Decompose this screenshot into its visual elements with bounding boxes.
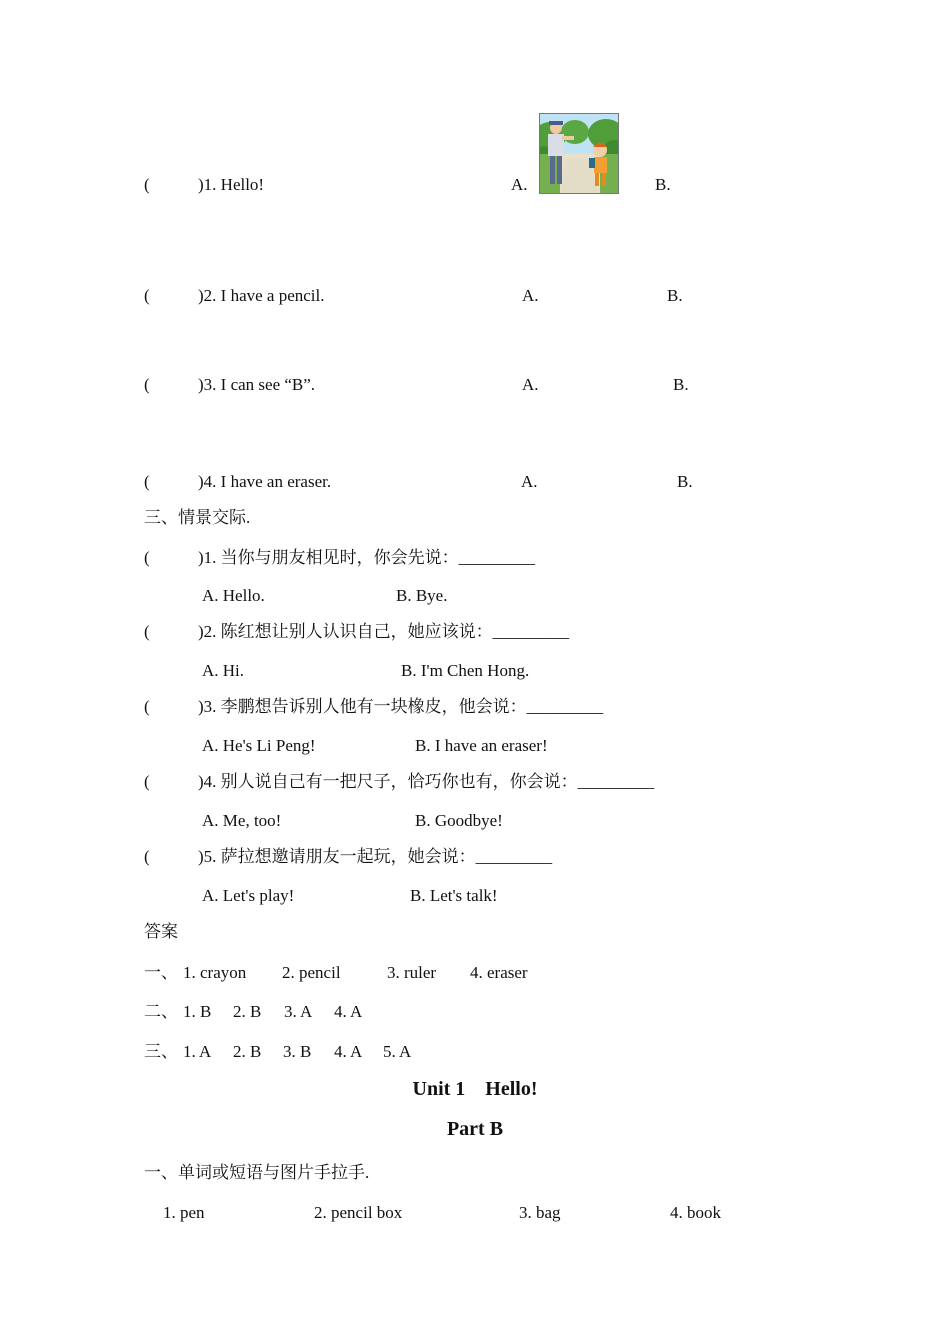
answer-item: 1. A: [183, 1042, 212, 1061]
question-text: )1. Hello!: [198, 175, 265, 194]
answer-item: 5. A: [383, 1042, 412, 1061]
answer-item: 2. B: [233, 1002, 262, 1021]
option-b: B. I'm Chen Hong.: [401, 661, 530, 680]
answer-item: 3. ruler: [387, 963, 437, 982]
question-text: )3. 李鹏想告诉别人他有一块橡皮，他会说：_________: [198, 697, 604, 716]
answer-item: 4. eraser: [470, 963, 528, 982]
word-item: 2. pencil box: [314, 1203, 403, 1222]
answer-paren: (: [144, 548, 150, 567]
answer-paren: (: [144, 772, 150, 791]
option-a: A.: [511, 175, 528, 194]
section-heading: 三、情景交际.: [144, 508, 251, 527]
option-a: A. Let's play!: [202, 886, 295, 905]
option-a: A.: [522, 286, 539, 305]
answer-item: 4. A: [334, 1042, 363, 1061]
answer-paren: (: [144, 697, 150, 716]
word-item: 3. bag: [519, 1203, 561, 1222]
answer-item: 1. crayon: [183, 963, 247, 982]
option-b: B. Bye.: [396, 586, 448, 605]
part-title: Part B: [446, 1118, 504, 1140]
question-text: )2. I have a pencil.: [198, 286, 325, 305]
option-b: B.: [677, 472, 693, 491]
option-b: B.: [655, 175, 671, 194]
answer-paren: (: [144, 622, 150, 641]
answer-paren: (: [144, 286, 150, 305]
option-a: A.: [522, 375, 539, 394]
option-a: A.: [521, 472, 538, 491]
question-text: )4. I have an eraser.: [198, 472, 332, 491]
word-item: 4. book: [670, 1203, 721, 1222]
answer-item: 2. B: [233, 1042, 262, 1061]
answer-item: 1. B: [183, 1002, 212, 1021]
question-text: )5. 萨拉想邀请朋友一起玩，她会说：_________: [198, 847, 553, 866]
answers-prefix: 一、: [144, 963, 178, 982]
word-item: 1. pen: [163, 1203, 205, 1222]
option-a: A. Me, too!: [202, 811, 282, 830]
answer-item: 3. A: [284, 1002, 313, 1021]
option-a: A. He's Li Peng!: [202, 736, 316, 755]
option-b: B. I have an eraser!: [415, 736, 548, 755]
option-a: A. Hi.: [202, 661, 245, 680]
option-b: B. Let's talk!: [410, 886, 498, 905]
answer-item: 3. B: [283, 1042, 312, 1061]
question-text: )4. 别人说自己有一把尺子，恰巧你也有，你会说：_________: [198, 772, 655, 791]
answers-prefix: 三、: [144, 1042, 178, 1061]
answer-paren: (: [144, 375, 150, 394]
option-a: A. Hello.: [202, 586, 265, 605]
question-text: )1. 当你与朋友相见时，你会先说：_________: [198, 548, 536, 567]
answer-paren: (: [144, 472, 150, 491]
answers-heading: 答案: [144, 922, 178, 941]
question-text: )2. 陈红想让别人认识自己，她应该说：_________: [198, 622, 570, 641]
unit-title: Unit 1 Hello!: [412, 1078, 538, 1100]
greeting-illustration: [539, 113, 619, 194]
answer-item: 2. pencil: [282, 963, 341, 982]
answer-paren: (: [144, 175, 150, 194]
answer-item: 4. A: [334, 1002, 363, 1021]
option-b: B.: [673, 375, 689, 394]
question-text: )3. I can see “B”.: [198, 375, 316, 394]
answer-paren: (: [144, 847, 150, 866]
option-b: B. Goodbye!: [415, 811, 503, 830]
option-b: B.: [667, 286, 683, 305]
section-heading: 一、单词或短语与图片手拉手.: [144, 1163, 370, 1182]
answers-prefix: 二、: [144, 1002, 178, 1021]
